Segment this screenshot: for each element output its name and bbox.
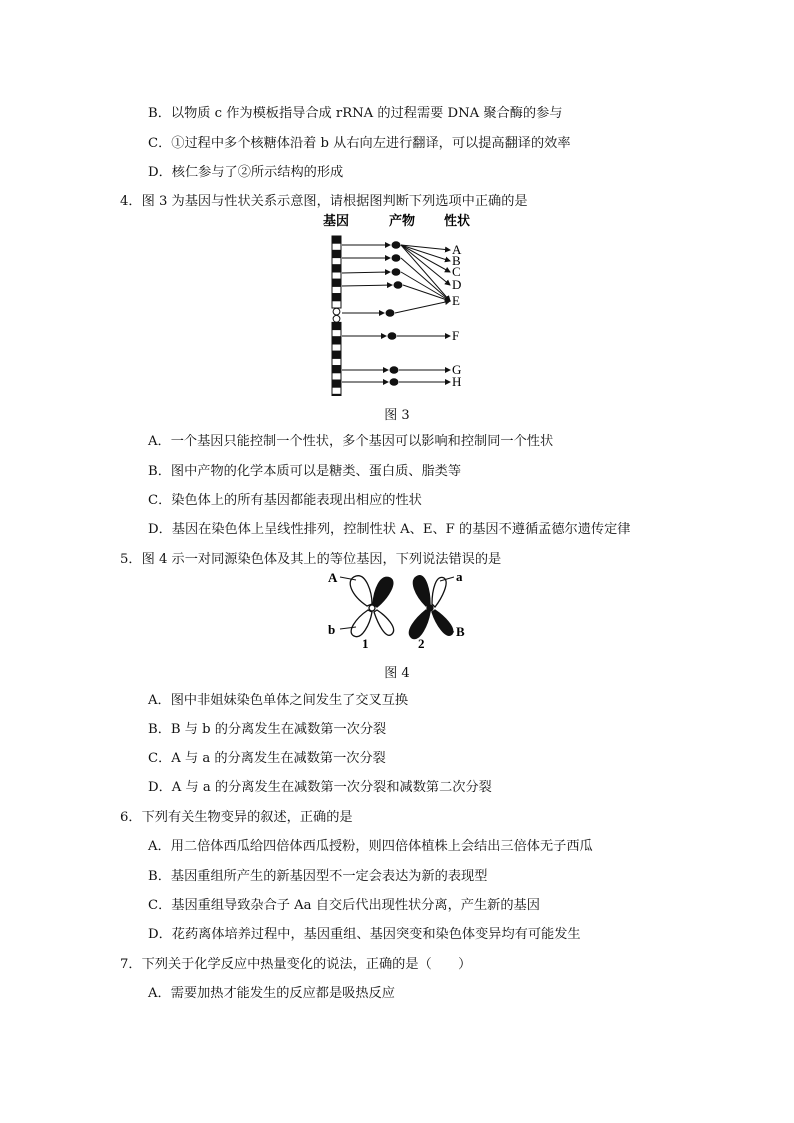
chromosome-segment xyxy=(332,337,341,344)
chromosome-segment xyxy=(332,366,341,373)
label-B: B xyxy=(456,624,465,639)
figure-4-homologous-chromosomes xyxy=(322,570,472,652)
chromosome-2 xyxy=(409,576,452,639)
label-1: 1 xyxy=(362,636,369,651)
product-dot xyxy=(392,254,401,262)
chromosome-segment xyxy=(332,387,341,394)
label-2: 2 xyxy=(418,636,425,651)
chromosome-bar xyxy=(332,236,341,396)
q6-option-c: C．基因重组导致杂合子 Aa 自交后代出现性状分离，产生新的基因 xyxy=(148,898,540,913)
gene-arrow xyxy=(342,272,390,273)
chromosome-segment xyxy=(332,243,341,250)
chromosome-segment xyxy=(332,373,341,380)
chromosome-segment xyxy=(332,301,341,308)
label-A: A xyxy=(328,570,338,585)
trait-label-C: C xyxy=(452,264,461,279)
q5-option-d: D．A 与 a 的分离发生在减数第一次分裂和减数第二次分裂 xyxy=(148,780,492,795)
q4-option-b: B．图中产物的化学本质可以是糖类、蛋白质、脂类等 xyxy=(148,464,462,479)
label-b: b xyxy=(328,622,336,637)
chromosome-segment xyxy=(332,286,341,293)
chromosome-segment xyxy=(332,322,341,329)
chromosome-segment xyxy=(332,394,341,396)
q4-option-a: A．一个基因只能控制一个性状，多个基因可以影响和控制同一个性状 xyxy=(148,434,554,449)
chromosome-1 xyxy=(350,576,393,637)
chromosome-segment xyxy=(332,250,341,257)
q4-stem: 4．图 3 为基因与性状关系示意图，请根据图判断下列选项中正确的是 xyxy=(120,194,528,209)
figure-3-caption: 图 3 xyxy=(384,408,410,423)
q7-stem: 7．下列关于化学反应中热量变化的说法，正确的是（ ） xyxy=(120,957,472,972)
chromosome-segment xyxy=(332,258,341,265)
chromosome-segment xyxy=(333,315,340,322)
q5-stem: 5．图 4 示一对同源染色体及其上的等位基因，下列说法错误的是 xyxy=(120,552,502,567)
header-gene: 基因 xyxy=(322,213,350,228)
product-dot xyxy=(392,241,401,249)
chromosome-segment xyxy=(332,344,341,351)
trait-label-B: B xyxy=(452,253,461,268)
q6-option-a: A．用二倍体西瓜给四倍体西瓜授粉，则四倍体植株上会结出三倍体无子西瓜 xyxy=(148,839,593,854)
q6-option-d: D．花药离体培养过程中，基因重组、基因突变和染色体变异均有可能发生 xyxy=(148,927,581,942)
trait-label-G: G xyxy=(452,362,462,377)
chromosome-segment xyxy=(332,380,341,387)
gene-product-trait-arrows xyxy=(342,245,450,382)
figure-4-caption: 图 4 xyxy=(384,666,410,681)
trait-label-A: A xyxy=(452,242,462,257)
product-dot xyxy=(388,332,397,340)
q4-option-c: C．染色体上的所有基因都能表现出相应的性状 xyxy=(148,493,422,508)
header-trait: 性状 xyxy=(443,213,471,228)
label-a: a xyxy=(456,570,463,584)
product-dot xyxy=(390,366,399,374)
chromosome-segment xyxy=(332,272,341,279)
traits xyxy=(452,242,462,389)
trait-label-H: H xyxy=(452,374,462,389)
chromosome-segment xyxy=(333,308,340,315)
q5-option-a: A．图中非姐妹染色单体之间发生了交叉互换 xyxy=(148,693,409,708)
chromosome-segment xyxy=(332,279,341,286)
gene-arrow xyxy=(342,285,392,286)
header-product: 产物 xyxy=(388,213,416,228)
product-dot xyxy=(392,268,401,276)
product-dot xyxy=(394,281,403,289)
chromosome-segment xyxy=(332,330,341,337)
trait-label-F: F xyxy=(452,328,460,343)
chromosome-segment xyxy=(332,351,341,358)
chromosome-segment xyxy=(332,236,341,243)
q6-option-b: B．基因重组所产生的新基因型不一定会表达为新的表现型 xyxy=(148,869,488,884)
figure-3-gene-trait-diagram xyxy=(318,210,480,396)
q5-option-c: C．A 与 a 的分离发生在减数第一次分裂 xyxy=(148,751,386,766)
chromosome-segment xyxy=(332,294,341,301)
trait-label-E: E xyxy=(452,293,460,308)
product-dot xyxy=(386,309,395,317)
products xyxy=(386,241,403,386)
q6-stem: 6．下列有关生物变异的叙述，正确的是 xyxy=(120,810,353,825)
q3-option-c: C．①过程中多个核糖体沿着 b 从右向左进行翻译，可以提高翻译的效率 xyxy=(148,136,571,151)
chromosome-segment xyxy=(332,358,341,365)
q5-option-b: B．B 与 b 的分离发生在减数第一次分裂 xyxy=(148,722,387,737)
chromosome-segment xyxy=(332,265,341,272)
q7-option-a: A．需要加热才能发生的反应都是吸热反应 xyxy=(148,986,395,1001)
q4-option-d: D．基因在染色体上呈线性排列，控制性状 A、E、F 的基因不遵循孟德尔遗传定律 xyxy=(148,522,631,537)
trait-label-D: D xyxy=(452,277,462,292)
product-dot xyxy=(390,378,399,386)
q3-option-d: D．核仁参与了②所示结构的形成 xyxy=(148,165,344,180)
product-trait-arrow xyxy=(395,301,450,313)
q3-option-b: B．以物质 c 作为模板指导合成 rRNA 的过程需要 DNA 聚合酶的参与 xyxy=(148,106,563,121)
